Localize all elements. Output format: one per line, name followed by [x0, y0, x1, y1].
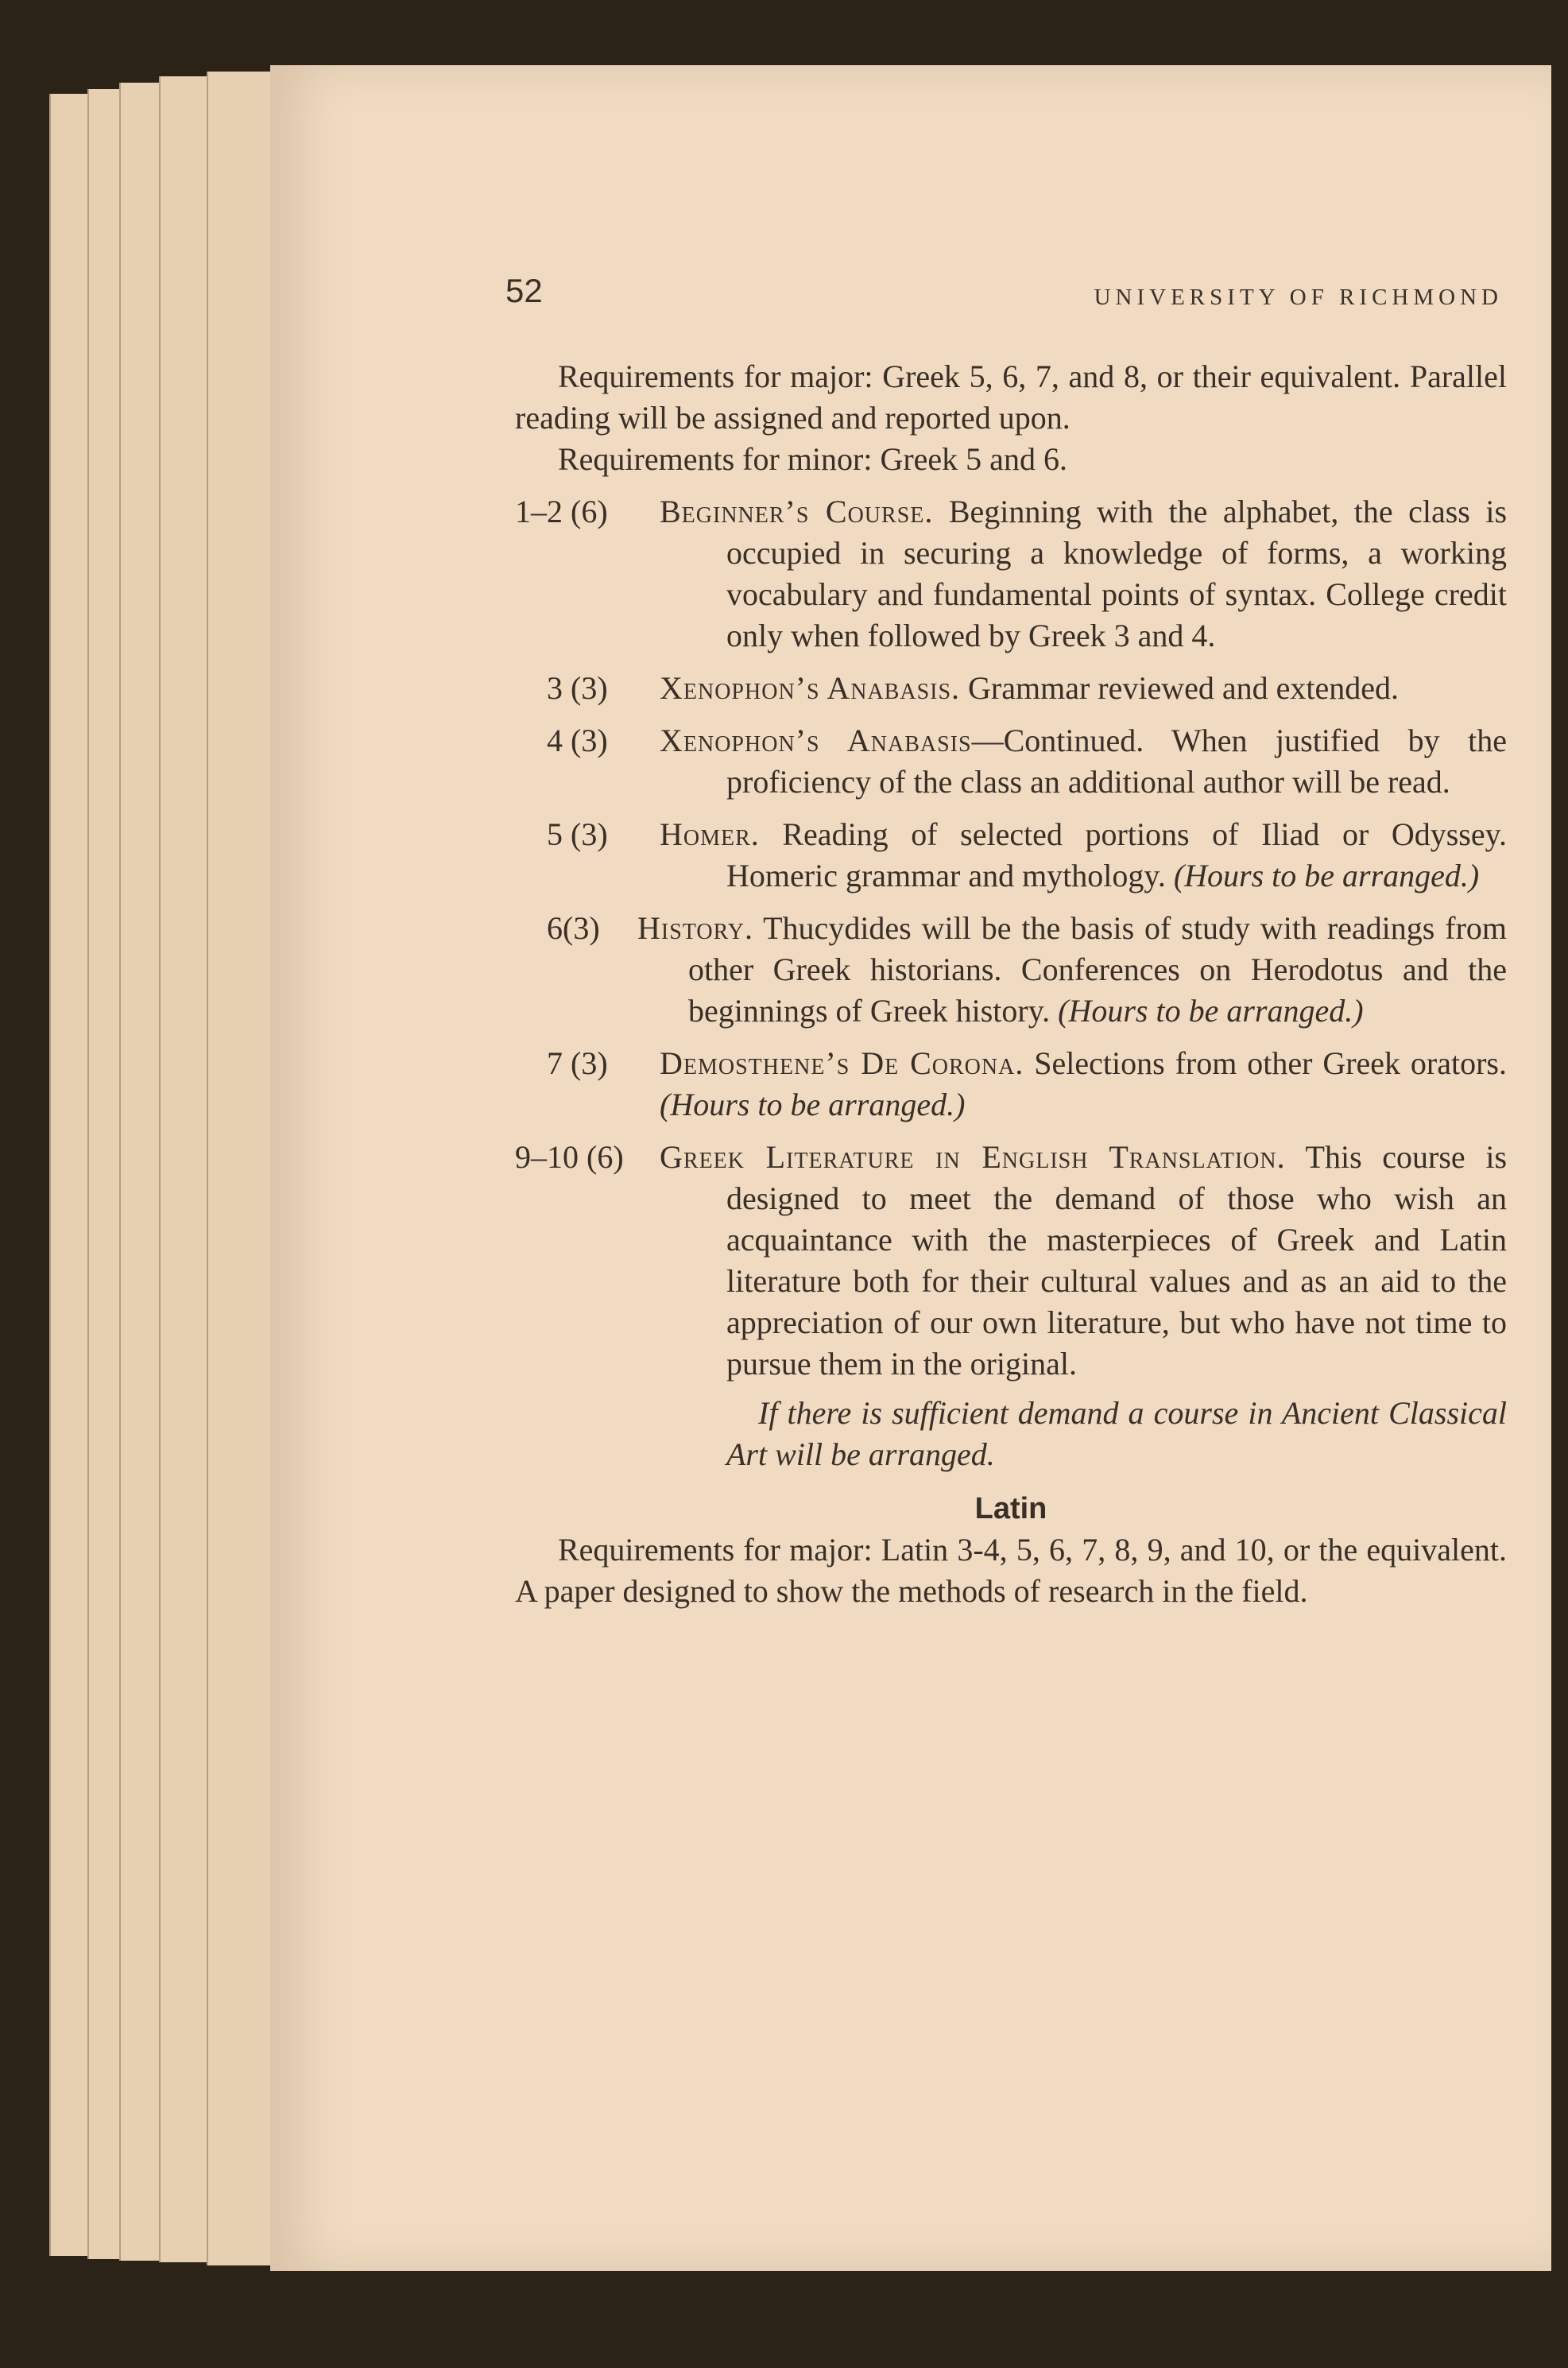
running-header: UNIVERSITY OF RICHMOND: [1094, 285, 1503, 310]
course-description: Thucydides will be the basis of study with readings from other Greek historians. Conferences on Herodotus and the beginnings of Greek history.: [688, 910, 1507, 1029]
course-entry: [515, 491, 1507, 657]
course-title: Beginner’s Course.: [660, 494, 934, 529]
course-description: Grammar reviewed and extended.: [968, 670, 1400, 706]
art-course-note: If there is sufficient demand a course in Ancient Classical Art will be arranged.: [726, 1395, 1507, 1472]
course-description: Reading of selected portions of Iliad or Odyssey. Homeric grammar and mythology.: [726, 816, 1507, 893]
course-description: This course is designed to meet the demand of those who wish an acquaintance with the masterpieces of Greek and Latin literature both for their cultural values and as an aid to the appreciation of our own literature, but who have not time to pursue them in the original.: [726, 1139, 1508, 1382]
course-number: 1–2 (6): [515, 494, 608, 529]
course-number: 7 (3): [547, 1045, 608, 1081]
course-entry: [515, 814, 1507, 897]
course-number: 3 (3): [547, 670, 608, 706]
course-description: Beginning with the alphabet, the class is occupied in securing a knowledge of forms, a working vocabulary and fundamental points of syntax. College credit only when followed by Greek 3 and 4.: [726, 494, 1508, 653]
course-title: Xenophon’s Anabasis: [660, 723, 972, 758]
course-entry: [515, 1043, 1507, 1126]
course-title: History.: [637, 910, 753, 946]
course-note: (Hours to be arranged.): [660, 1087, 966, 1122]
course-number: 5 (3): [547, 816, 608, 852]
page-number: 52: [505, 272, 543, 309]
course-entry: [515, 668, 1507, 709]
course-description: Selections from other Greek orators.: [1034, 1045, 1507, 1081]
major-requirements: Requirements for major: Greek 5, 6, 7, and 8, or their equivalent. Parallel reading will be assigned and reported upon.: [515, 358, 1507, 436]
course-note: (Hours to be arranged.): [1058, 993, 1364, 1029]
course-entry: [515, 908, 1507, 1032]
latin-requirements: Requirements for major: Latin 3-4, 5, 6, 7, 8, 9, and 10, or the equivalent. A paper designed to show the methods of research in the field.: [515, 1532, 1507, 1609]
course-title: Xenophon’s Anabasis.: [660, 670, 961, 706]
course-entry: [515, 720, 1507, 803]
course-title: Homer.: [660, 816, 760, 852]
course-title: Greek Literature in English Translation.: [660, 1139, 1286, 1175]
course-number: 6(3): [547, 910, 600, 946]
course-note: (Hours to be arranged.): [1173, 858, 1480, 893]
course-description: —Continued. When justified by the proficiency of the class an additional author will be read.: [726, 723, 1508, 800]
page-body: [515, 356, 1507, 1612]
minor-requirements: Requirements for minor: Greek 5 and 6.: [558, 441, 1067, 477]
course-title: Demosthene’s De Corona.: [660, 1045, 1024, 1081]
section-heading-latin: Latin: [974, 1492, 1047, 1525]
course-entry: [515, 1137, 1507, 1385]
course-number: 4 (3): [547, 723, 608, 758]
course-number: 9–10 (6): [515, 1139, 624, 1175]
